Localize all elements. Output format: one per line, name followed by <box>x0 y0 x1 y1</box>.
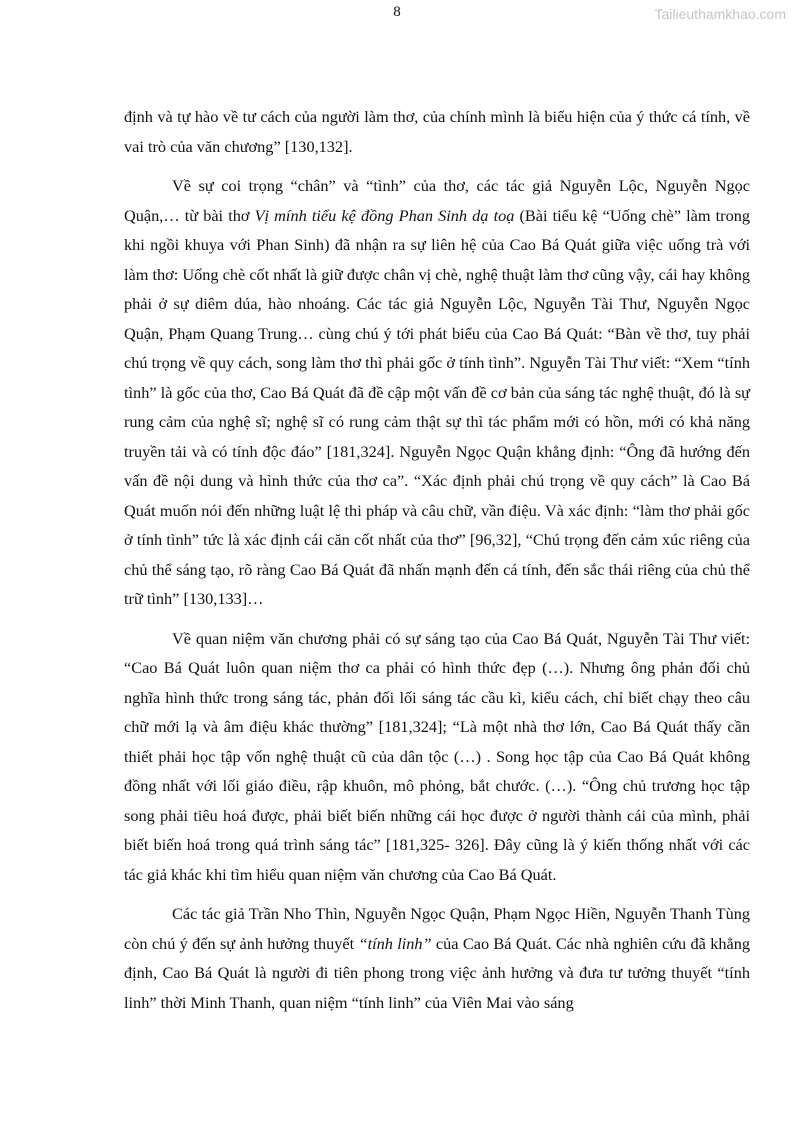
term-tinh-linh: “tính linh” <box>358 933 432 953</box>
paragraph-3 <box>124 624 750 890</box>
paragraph-3-text: Về quan niệm văn chương phải có sự sáng tạo của Cao Bá Quát, Nguyễn Tài Thư viết: “Cao Bá Quát luôn quan niệm thơ ca phải có hình thức đẹp (…). Nhưng ông phản đối chủ nghĩa hình thức trong sáng tác, phản đối lối sáng tác cầu kì, kiểu cách, chỉ biết chạy theo câu chữ mới lạ và âm điệu khác thường” [181,324]; “Là một nhà thơ lớn, Cao Bá Quát thấy cần thiết phải học tập vốn nghệ thuật cũ của dân tộc (…) . Song học tập của Cao Bá Quát không đồng nhất với lối giáo điều, rập khuôn, mô phỏng, bắt chước. (…). “Ông chủ trương học tập song phải tiêu hoá được, phải biết biến những cái học được ở người thành cái của mình, phải biết biến hoá trong quá trình sáng tác” [181,325- 326]. Đây cũng là ý kiến thống nhất với các tác giả khác khi tìm hiểu quan niệm văn chương của Cao Bá Quát. <box>124 628 750 884</box>
paragraph-4-text-a: Các tác giả Trần Nho Thìn, Nguyễn Ngọc Quận, Phạm Ngọc Hiền, Nguyễn Thanh Tùng còn chú ý đến sự ảnh hưởng thuyết <box>124 904 750 953</box>
watermark: Tailieuthamkhao.com <box>654 6 786 22</box>
page-number: 8 <box>393 4 401 20</box>
paragraph-2-text-a: Về sự coi trọng “chân” và “tình” của thơ, các tác giả Nguyễn Lộc, Nguyễn Ngọc Quận,… từ bài thơ <box>124 176 750 225</box>
body-text <box>124 102 750 1027</box>
paragraph-2-text-b: (Bài tiểu kệ “Uống chè” làm trong khi ngồi khuya với Phan Sinh) đã nhận ra sự liên hệ của Cao Bá Quát giữa việc uống trà với làm thơ: Uống chè cốt nhất là giữ được chân vị chè, nghệ thuật làm thơ cũng vậy, cái hay không phải ở sự diêm dúa, hào nhoáng. Các tác giả Nguyễn Lộc, Nguyễn Tài Thư, Nguyễn Ngọc Quận, Phạm Quang Trung… cùng chú ý tới phát biểu của Cao Bá Quát: “Bàn về thơ, tuy phải chú trọng về quy cách, song làm thơ thì phải gốc ở tính tình”. Nguyễn Tài Thư viết: “Xem “tính tình” là gốc của thơ, Cao Bá Quát đã đề cập một vấn đề cơ bản của sáng tác nghệ thuật, đó là sự rung cảm của nghệ sĩ; nghệ sĩ có rung cảm thật sự thì tác phẩm mới có hồn, mới có khả năng truyền tải và có tính độc đáo” [181,324]. Nguyễn Ngọc Quận khẳng định: “Ông đã hướng đến vấn đề nội dung và hình thức của thơ ca”. “Xác định phải chú trọng về quy cách” là Cao Bá Quát muốn nói đến những luật lệ thi pháp và câu chữ, vần điệu. Và xác định: “làm thơ phải gốc ở tính tình” tức là xác định cái căn cốt nhất của thơ” [96,32], “Chú trọng đến cảm xúc riêng của chủ thể sáng tạo, rõ ràng Cao Bá Quát đã nhấn mạnh đến cá tính, đến sắc thái riêng của chủ thể trữ tình” [130,133]… <box>124 205 750 608</box>
paragraph-2 <box>124 171 750 614</box>
paragraph-1-text: định và tự hào về tư cách của người làm thơ, của chính mình là biểu hiện của ý thức cá tính, về vai trò của văn chương” [130,132]. <box>124 107 750 156</box>
poem-title: Vị mính tiểu kệ đồng Phan Sinh dạ toạ <box>254 205 515 225</box>
paragraph-4 <box>124 899 750 1017</box>
paragraph-4-text-b: của Cao Bá Quát. Các nhà nghiên cứu đã khẳng định, Cao Bá Quát là người đi tiên phong trong việc ảnh hưởng và đưa tư tưởng thuyết “tính linh” thời Minh Thanh, quan niệm “tính linh” của Viên Mai vào sáng <box>124 933 750 1012</box>
paragraph-1 <box>124 102 750 161</box>
